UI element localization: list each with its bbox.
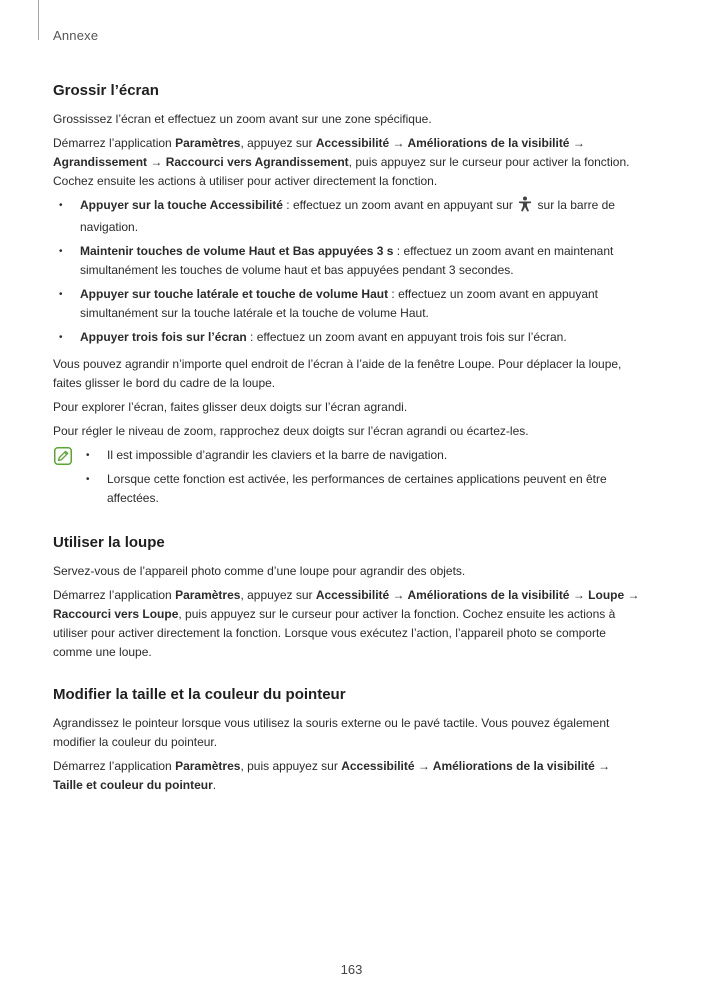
body-paragraph: Pour régler le niveau de zoom, rapprochez deux doigts sur l’écran agrandi ou écartez-les. — [53, 424, 529, 438]
list-item: • Appuyer trois fois sur l’écran : effectuez un zoom avant en appuyant trois fois sur l’écran. — [53, 328, 643, 347]
list-item: • Il est impossible d’agrandir les claviers et la barre de navigation. — [80, 446, 643, 465]
section-grossir-ecran — [53, 80, 643, 508]
running-header: Annexe — [53, 28, 99, 43]
section-pointeur — [53, 684, 643, 795]
section-utiliser-loupe — [53, 532, 643, 662]
section-title: Modifier la taille et la couleur du pointeur — [53, 686, 346, 703]
body-paragraph: Vous pouvez agrandir n’importe quel endroit de l’écran à l’aide de la fenêtre Loupe. Pour déplacer la loupe, faites glisser le bord du cadre de la loupe. — [53, 357, 622, 390]
list-item: • Lorsque cette fonction est activée, les performances de certaines applications peuvent en être affectées. — [80, 470, 643, 508]
instruction-paragraph: Démarrez l’application Paramètres, appuyez sur Accessibilité → Améliorations de la visibilité → Loupe → Raccourci vers Loupe, puis appuyez sur le curseur pour activer la fonction. Cochez ensuite les actions à utiliser pour activer directement la fonction. Lorsque vous exécutez l’action, l’appareil photo se comporte comme une loupe. — [53, 588, 640, 659]
instruction-paragraph: Démarrez l’application Paramètres, appuyez sur Accessibilité → Améliorations de la visibilité → Agrandissement → Raccourci vers Agrandissement, puis appuyez sur le curseur pour activer la fonction. Cochez ensuite les actions à utiliser pour activer directement la fonction. — [53, 136, 630, 188]
section-intro: Servez-vous de l’appareil photo comme d’une loupe pour agrandir des objets. — [53, 564, 466, 578]
section-title: Utiliser la loupe — [53, 534, 165, 551]
note-list — [80, 446, 643, 508]
note-pencil-icon — [54, 447, 72, 465]
shortcut-list — [53, 196, 643, 347]
list-item: • Maintenir touches de volume Haut et Bas appuyées 3 s : effectuez un zoom avant en maintenant simultanément les touches de volume haut et bas appuyées pendant 3 secondes. — [53, 242, 643, 280]
body-paragraph: Pour explorer l’écran, faites glisser deux doigts sur l’écran agrandi. — [53, 400, 408, 414]
page-content — [53, 80, 643, 800]
accessibility-icon — [518, 196, 532, 218]
page-number: 163 — [340, 962, 363, 977]
instruction-paragraph: Démarrez l’application Paramètres, puis appuyez sur Accessibilité → Améliorations de la visibilité → Taille et couleur du pointeur. — [53, 759, 611, 792]
list-item: • Appuyer sur touche latérale et touche de volume Haut : effectuez un zoom avant en appuyant simultanément sur la touche latérale et la touche de volume Haut. — [53, 285, 643, 323]
section-intro: Agrandissez le pointeur lorsque vous utilisez la souris externe ou le pavé tactile. Vous pouvez également modifier la couleur du pointeur. — [53, 716, 610, 749]
list-item: • Appuyer sur la touche Accessibilité : effectuez un zoom avant en appuyant sur sur la barre de navigation. — [53, 196, 643, 237]
note-block — [53, 446, 643, 508]
section-title: Grossir l’écran — [53, 82, 159, 99]
section-intro: Grossissez l’écran et effectuez un zoom avant sur une zone spécifique. — [53, 112, 432, 126]
margin-rule — [38, 0, 39, 40]
